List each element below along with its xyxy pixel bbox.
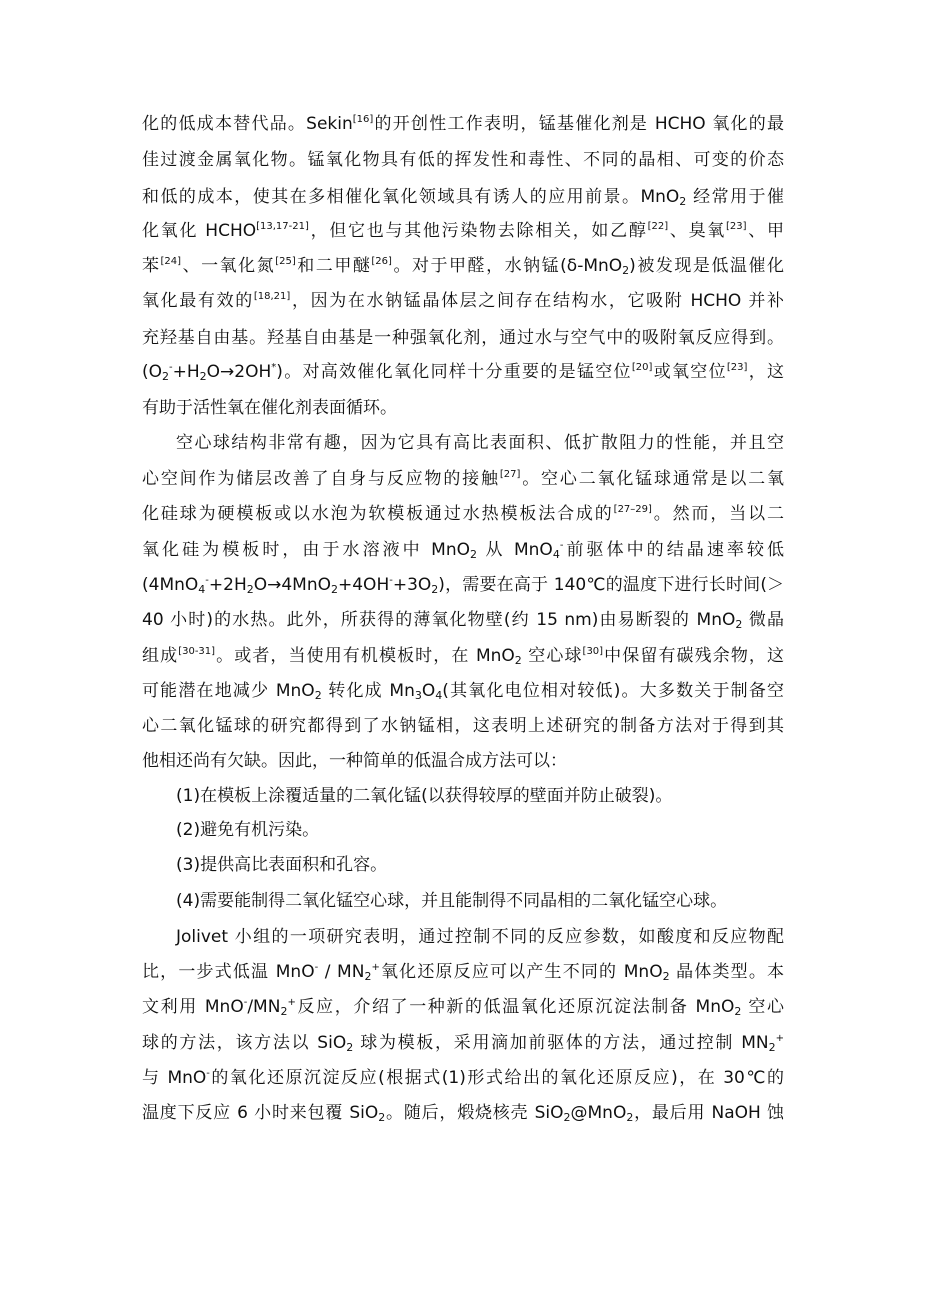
text-line: 空心球结构非常有趣，因为它具有高比表面积、低扩散阻力的性能，并且空: [176, 433, 784, 453]
text-line: 他相还尚有欠缺。因此，一种简单的低温合成方法可以：: [142, 751, 567, 771]
text-line: 化氧化 HCHO[13,17-21]，但它也与其他污染物去除相关，如乙醇[22]、臭氧[23]、甲: [142, 221, 784, 241]
text-line: 和低的成本，使其在多相催化氧化领域具有诱人的应用前景。MnO$_2$ 经常用于催: [142, 187, 784, 208]
text-line: 40 小时)的水热。此外，所获得的薄氧化物壁(约 15 nm)由易断裂的 MnO$_2$ 微晶: [142, 610, 785, 631]
text-line: 有助于活性氧在催化剂表面循环。: [142, 398, 397, 418]
text-line: 氧化硅为模板时，由于水溶液中 MnO$_2$ 从 MnO$_4$-前驱体中的结晶速率较低: [142, 540, 784, 561]
text-line: (3)提供高比表面积和孔容。: [176, 855, 388, 875]
text-line: 可能潜在地减少 MnO$_2$ 转化成 $Mn_3O_4$(其氧化电位相对较低)。大多数关于制备空: [142, 681, 785, 702]
text-line: 心二氧化锰球的研究都得到了水钠锰相，这表明上述研究的制备方法对于得到其: [142, 716, 784, 736]
text-line: (2)避免有机污染。: [176, 820, 320, 840]
text-line: 球的方法，该方法以 SiO$_2$ 球为模板，采用滴加前驱体的方法，通过控制 $MN_2^+$: [142, 1033, 784, 1054]
text-line: 与 MnO-的氧化还原沉淀反应(根据式(1)形式给出的氧化还原反应)，在 30℃的: [142, 1068, 784, 1088]
text-line: $(O_2^-+H_2O\to 2OH^*)$。对高效催化氧化同样十分重要的是锰空位[20]或氧空位[23]，这: [142, 362, 785, 383]
text-line: 氧化最有效的[18,21]，因为在水钠锰晶体层之间存在结构水，它吸附 HCHO 并补: [142, 291, 784, 311]
text-line: 佳过渡金属氧化物。锰氧化物具有低的挥发性和毒性、不同的晶相、可变的价态: [142, 150, 784, 170]
text-line: (4)需要能制得二氧化锰空心球，并且能制得不同晶相的二氧化锰空心球。: [176, 891, 728, 911]
text-line: (1)在模板上涂覆适量的二氧化锰(以获得较厚的壁面并防止破裂)。: [176, 786, 673, 806]
text-line: 苯[24]、一氧化氮[25]和二甲醚[26]。对于甲醛，水钠锰(δ-MnO$_2$)被发现是低温催化: [142, 256, 785, 277]
text-line: 组成[30-31]。或者，当使用有机模板时，在 MnO$_2$ 空心球[30]中保留有碳残余物，这: [142, 646, 785, 667]
text-line: 充羟基自由基。羟基自由基是一种强氧化剂，通过水与空气中的吸附氧反应得到。: [142, 328, 784, 348]
text-line: 比，一步式低温 $MnO^- / MN_2^+$氧化还原反应可以产生不同的 MnO$_2$ 晶体类型。本: [142, 962, 785, 983]
text-line: 温度下反应 6 小时来包覆 SiO$_2$。随后，煅烧核壳 SiO$_2$@MnO$_2$，最后用 NaOH 蚀: [142, 1103, 784, 1124]
text-line: 化硅球为硬模板或以水泡为软模板通过水热模板法合成的[27–29]。然而，当以二: [142, 504, 785, 524]
text-line: 化的低成本替代品。Sekin[16]的开创性工作表明，锰基催化剂是 HCHO 氧化的最: [142, 114, 785, 134]
text-line: 文利用 $MnO^-/MN_2^+$反应，介绍了一种新的低温氧化还原沉淀法制备 MnO$_2$ 空心: [142, 997, 785, 1018]
text-line: $(4MnO_4^-+2H_2O\to 4MnO_2+4OH^-+3O_2)$，需要在高于 140℃的温度下进行长时间(＞: [142, 575, 784, 596]
text-line: Jolivet 小组的一项研究表明，通过控制不同的反应参数，如酸度和反应物配: [176, 927, 784, 947]
text-line: 心空间作为储层改善了自身与反应物的接触[27]。空心二氧化锰球通常是以二氧: [142, 469, 785, 489]
